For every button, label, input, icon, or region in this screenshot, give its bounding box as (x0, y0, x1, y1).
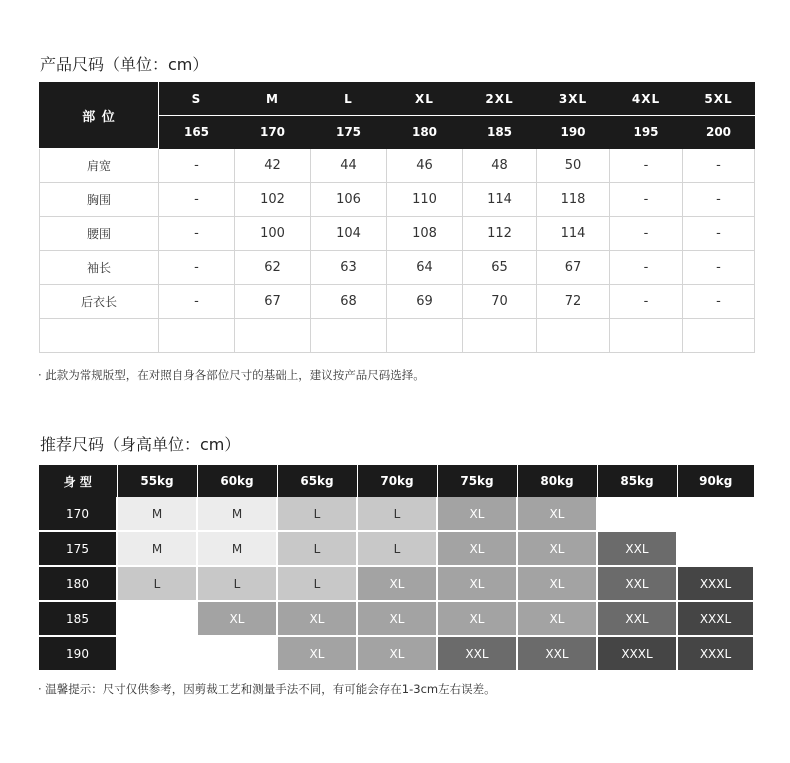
measurement-value: - (683, 149, 755, 183)
measurement-value: 72 (537, 285, 610, 319)
recommended-size-cell: L (277, 566, 357, 601)
size-header: M (235, 83, 311, 116)
recommended-size-cell: M (117, 531, 197, 566)
size-header: S (159, 83, 235, 116)
size-header: 3XL (537, 83, 610, 116)
measurement-value: 108 (387, 217, 463, 251)
table-row (40, 149, 755, 183)
measurement-value (311, 319, 387, 353)
table-row (40, 285, 755, 319)
recommended-size-cell: L (357, 531, 437, 566)
measurement-value: 70 (463, 285, 537, 319)
recommended-size-cell: XL (517, 601, 597, 636)
measurement-value (387, 319, 463, 353)
height-header: 185 (463, 116, 537, 149)
size-header: 2XL (463, 83, 537, 116)
size-header: XL (387, 83, 463, 116)
part-header: 部 位 (40, 83, 159, 149)
recommended-size-cell: L (197, 566, 277, 601)
weight-header: 90kg (677, 465, 754, 497)
recommended-size-cell: XXXL (677, 601, 754, 636)
measurement-value: - (683, 183, 755, 217)
recommended-size-cell: XXXL (677, 566, 754, 601)
measurement-value: - (159, 217, 235, 251)
measurement-value: 114 (463, 183, 537, 217)
height-label: 185 (39, 601, 117, 636)
measurement-value: - (610, 183, 683, 217)
recommended-size-cell: XL (197, 601, 277, 636)
measurement-value: 118 (537, 183, 610, 217)
measurement-value: 64 (387, 251, 463, 285)
measurement-value (610, 319, 683, 353)
table-row (40, 217, 755, 251)
table-row (39, 601, 754, 636)
recommended-size-cell: XXXL (597, 636, 677, 671)
recommend-chart-table (39, 465, 755, 672)
measurement-value: 104 (311, 217, 387, 251)
measurement-value: - (610, 251, 683, 285)
recommended-size-cell: XL (437, 497, 517, 531)
height-header: 190 (537, 116, 610, 149)
recommended-size-cell: XL (357, 636, 437, 671)
recommended-size-cell: XXL (597, 601, 677, 636)
size-chart-table (39, 82, 755, 353)
recommended-size-cell: XL (517, 497, 597, 531)
measurement-value: - (610, 285, 683, 319)
measurement-label: 肩宽 (40, 149, 159, 183)
measurement-value (463, 319, 537, 353)
recommended-size-cell: XL (437, 601, 517, 636)
recommended-size-cell: XL (357, 601, 437, 636)
recommended-size-cell: XL (277, 601, 357, 636)
measurement-value (159, 319, 235, 353)
weight-header: 60kg (197, 465, 277, 497)
height-header: 195 (610, 116, 683, 149)
table-row (40, 251, 755, 285)
measurement-value: 106 (311, 183, 387, 217)
measurement-value: - (610, 217, 683, 251)
recommended-size-cell: L (357, 497, 437, 531)
size-header: L (311, 83, 387, 116)
recommend-chart-title: 推荐尺码（身高单位：cm） (40, 435, 241, 454)
table-row (39, 566, 754, 601)
size-header: 5XL (683, 83, 755, 116)
measurement-value: 44 (311, 149, 387, 183)
empty-cell (597, 497, 677, 531)
height-label: 175 (39, 531, 117, 566)
recommended-size-cell: M (197, 497, 277, 531)
measurement-value: - (683, 251, 755, 285)
measurement-label: 后衣长 (40, 285, 159, 319)
weight-header-row (39, 465, 754, 497)
table-row (39, 636, 754, 671)
empty-cell (677, 531, 754, 566)
recommended-size-cell: XL (437, 566, 517, 601)
height-header: 175 (311, 116, 387, 149)
measurement-label: 胸围 (40, 183, 159, 217)
empty-cell (117, 636, 197, 671)
measurement-value: 112 (463, 217, 537, 251)
empty-cell (117, 601, 197, 636)
measurement-value: 63 (311, 251, 387, 285)
measurement-value: 46 (387, 149, 463, 183)
table-row (39, 497, 754, 531)
height-header: 180 (387, 116, 463, 149)
measurement-value: 42 (235, 149, 311, 183)
recommended-size-cell: M (117, 497, 197, 531)
size-chart-title: 产品尺码（单位：cm） (40, 55, 209, 74)
recommended-size-cell: XL (277, 636, 357, 671)
measurement-value: 102 (235, 183, 311, 217)
size-chart-note: · 此款为常规版型，在对照自身各部位尺寸的基础上，建议按产品尺码选择。 (38, 368, 425, 382)
height-header: 170 (235, 116, 311, 149)
recommended-size-cell: L (277, 497, 357, 531)
weight-header: 80kg (517, 465, 597, 497)
recommended-size-cell: M (197, 531, 277, 566)
empty-cell (197, 636, 277, 671)
recommend-chart-note: · 温馨提示：尺寸仅供参考，因剪裁工艺和测量手法不同，有可能会存在1-3cm左右误差。 (38, 682, 496, 696)
measurement-value: 69 (387, 285, 463, 319)
measurement-value: 67 (537, 251, 610, 285)
measurement-label (40, 319, 159, 353)
measurement-value: 48 (463, 149, 537, 183)
measurement-value (537, 319, 610, 353)
measurement-value (683, 319, 755, 353)
recommended-size-cell: XL (357, 566, 437, 601)
recommended-size-cell: XL (517, 531, 597, 566)
table-row (40, 319, 755, 353)
measurement-value: 50 (537, 149, 610, 183)
weight-header: 75kg (437, 465, 517, 497)
recommended-size-cell: XXXL (677, 636, 754, 671)
measurement-value: - (159, 285, 235, 319)
recommended-size-cell: XXL (597, 531, 677, 566)
recommended-size-cell: XL (437, 531, 517, 566)
measurement-label: 袖长 (40, 251, 159, 285)
measurement-value: 65 (463, 251, 537, 285)
empty-cell (677, 497, 754, 531)
measurement-value (235, 319, 311, 353)
height-label: 190 (39, 636, 117, 671)
height-label: 170 (39, 497, 117, 531)
weight-header: 55kg (117, 465, 197, 497)
recommended-size-cell: L (117, 566, 197, 601)
measurement-label: 腰围 (40, 217, 159, 251)
measurement-value: 68 (311, 285, 387, 319)
recommended-size-cell: XXL (517, 636, 597, 671)
measurement-value: 67 (235, 285, 311, 319)
recommended-size-cell: XXL (597, 566, 677, 601)
measurement-value: - (683, 285, 755, 319)
height-header: 165 (159, 116, 235, 149)
recommended-size-cell: L (277, 531, 357, 566)
weight-header: 85kg (597, 465, 677, 497)
size-header: 4XL (610, 83, 683, 116)
measurement-value: 62 (235, 251, 311, 285)
weight-header: 65kg (277, 465, 357, 497)
measurement-value: 100 (235, 217, 311, 251)
recommended-size-cell: XXL (437, 636, 517, 671)
measurement-value: - (159, 251, 235, 285)
measurement-value: 110 (387, 183, 463, 217)
weight-header: 70kg (357, 465, 437, 497)
body-type-header: 身 型 (39, 465, 117, 497)
measurement-value: - (159, 149, 235, 183)
measurement-value: - (610, 149, 683, 183)
measurement-value: 114 (537, 217, 610, 251)
recommended-size-cell: XL (517, 566, 597, 601)
height-label: 180 (39, 566, 117, 601)
size-header-row (40, 83, 755, 116)
measurement-value: - (159, 183, 235, 217)
height-header: 200 (683, 116, 755, 149)
table-row (39, 531, 754, 566)
measurement-value: - (683, 217, 755, 251)
table-row (40, 183, 755, 217)
